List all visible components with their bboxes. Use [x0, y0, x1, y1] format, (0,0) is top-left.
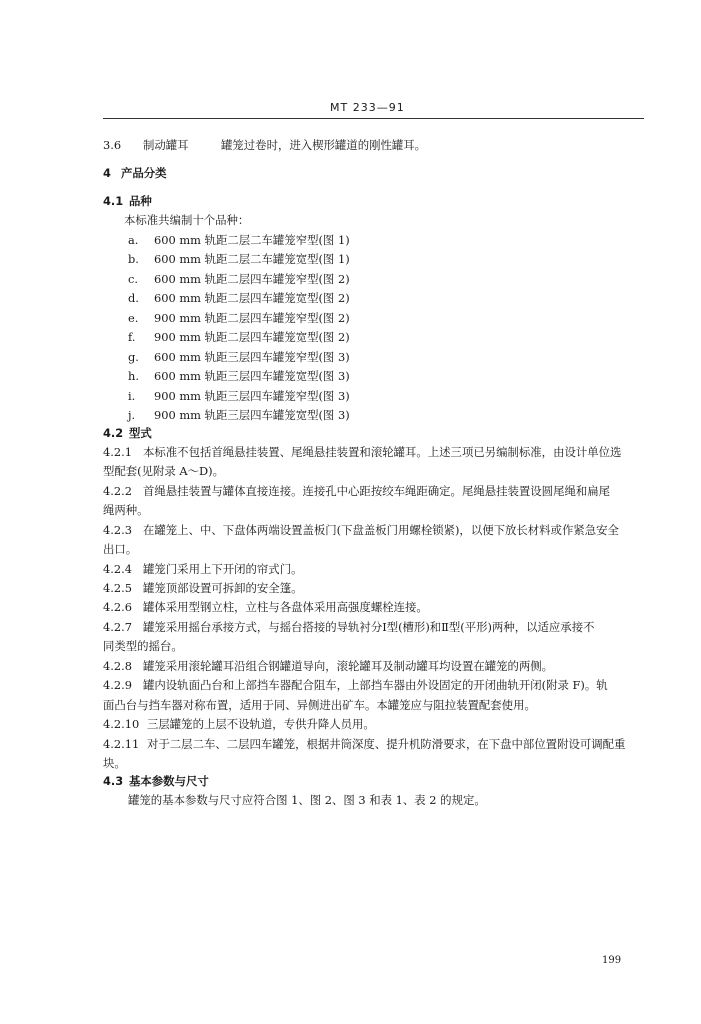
clause-4-2-1: 4.2.1 本标准不包括首绳悬挂装置、尾绳悬挂装置和滚轮罐耳。上述三项已另编制标准，由设计单位选 — [103, 445, 622, 459]
basic-parameters-text: 罐笼的基本参数与尺寸应符合图 1、图 2、图 3 和表 1、表 2 的规定。 — [128, 793, 486, 807]
clause-4-2-9-cont: 面凸台与挡车器对称布置，适用于同、异侧进出矿车。本罐笼应与阻拉装置配套使用。 — [103, 698, 536, 712]
clause-4-2-1-cont: 型配套(见附录 A～D)。 — [103, 464, 224, 478]
clause-4-2-4: 4.2.4 罐笼门采用上下开闭的帘式门。 — [103, 562, 303, 576]
clause-4-2-9: 4.2.9 罐内设轨面凸台和上部挡车器配合阻车，上部挡车器由外设固定的开闭曲轨开闭(附录 F)。轨 — [103, 678, 608, 692]
clause-4-2-7: 4.2.7 罐笼采用摇台承接方式，与摇台搭接的导轨衬分Ⅰ型(槽形)和Ⅱ型(平形)两种，以适应承接不 — [103, 620, 595, 634]
clause-4-2-3-cont: 出口。 — [103, 542, 138, 556]
clause-3-6 — [103, 138, 426, 152]
section-title: 品种 — [129, 194, 152, 208]
clause-number: 3.6 — [103, 138, 122, 152]
section-number: 4 — [103, 166, 111, 180]
section-4-2-heading — [103, 426, 152, 440]
clause-4-2-5: 4.2.5 罐笼顶部设置可拆卸的安全篷。 — [103, 581, 303, 595]
section-4-3-heading — [103, 774, 209, 788]
clause-4-2-11: 4.2.11 对于二层二车、二层四车罐笼，根据井筒深度、提升机防滑要求，在下盘中部位置附设可调配重 — [103, 737, 626, 751]
variety-item: i. 900 mm 轨距三层四车罐笼窄型(图 3) — [128, 389, 350, 403]
clause-4-2-8: 4.2.8 罐笼采用滚轮罐耳沿组合钢罐道导向，滚轮罐耳及制动罐耳均设置在罐笼的两侧。 — [103, 659, 554, 673]
term: 制动罐耳 — [143, 138, 189, 152]
section-4-heading — [103, 166, 167, 180]
clause-4-2-10: 4.2.10 三层罐笼的上层不设轨道，专供升降人员用。 — [103, 717, 375, 731]
clause-4-2-2: 4.2.2 首绳悬挂装置与罐体直接连接。连接孔中心距按绞车绳距确定。尾绳悬挂装置设圆尾绳和扁尾 — [103, 484, 611, 498]
page-number: 199 — [602, 955, 622, 966]
definition: 罐笼过卷时，进入楔形罐道的刚性罐耳。 — [221, 138, 427, 152]
section-number: 4.3 — [103, 774, 124, 788]
section-title: 产品分类 — [121, 166, 167, 180]
variety-item: d. 600 mm 轨距二层四车罐笼宽型(图 2) — [128, 291, 350, 305]
variety-item: j. 900 mm 轨距三层四车罐笼宽型(图 3) — [128, 408, 350, 422]
section-title: 基本参数与尺寸 — [129, 774, 209, 788]
clause-4-2-7-cont: 同类型的摇台。 — [103, 639, 183, 653]
variety-item: f. 900 mm 轨距二层四车罐笼宽型(图 2) — [128, 330, 350, 344]
clause-4-2-6: 4.2.6 罐体采用型钢立柱，立柱与各盘体采用高强度螺栓连接。 — [103, 600, 428, 614]
variety-item: b. 600 mm 轨距二层二车罐笼宽型(图 1) — [128, 252, 350, 266]
section-number: 4.1 — [103, 194, 124, 208]
variety-item: a. 600 mm 轨距二层二车罐笼窄型(图 1) — [128, 233, 350, 247]
section-title: 型式 — [129, 426, 152, 440]
variety-item: c. 600 mm 轨距二层四车罐笼窄型(图 2) — [128, 272, 350, 286]
header-rule — [103, 118, 644, 119]
variety-item: h. 600 mm 轨距三层四车罐笼宽型(图 3) — [128, 369, 350, 383]
section-number: 4.2 — [103, 426, 124, 440]
varieties-intro: 本标准共编制十个品种： — [124, 213, 250, 227]
clause-4-2-11-cont: 块。 — [103, 756, 126, 770]
variety-item: g. 600 mm 轨距三层四车罐笼窄型(图 3) — [128, 350, 350, 364]
clause-4-2-3: 4.2.3 在罐笼上、中、下盘体两端设置盖板门(下盘盖板门用螺栓锁紧)，以便下放长材料或作紧急安全 — [103, 523, 619, 537]
section-4-1-heading — [103, 194, 152, 208]
variety-item: e. 900 mm 轨距二层四车罐笼窄型(图 2) — [128, 311, 350, 325]
standard-code-header: MT 233—91 — [330, 101, 405, 114]
clause-4-2-2-cont: 绳两种。 — [103, 503, 149, 517]
